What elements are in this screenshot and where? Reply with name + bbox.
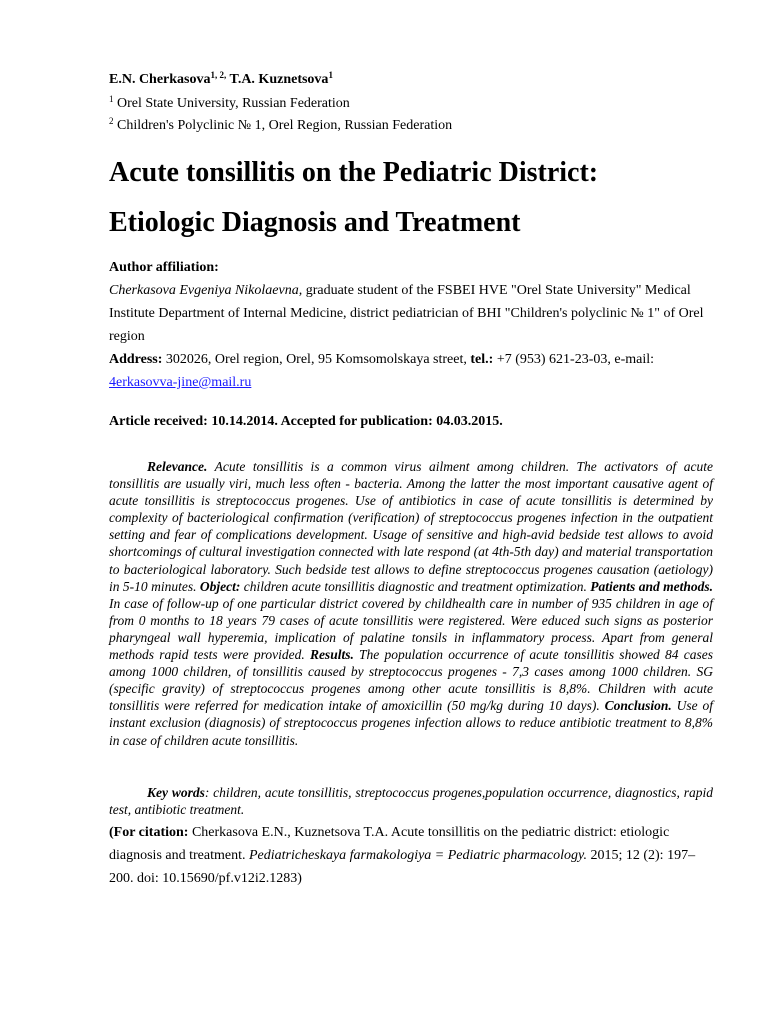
citation-label: (For citation: (109, 825, 189, 840)
affiliation-text: Children's Polyclinic № 1, Orel Region, Russian Federation (117, 118, 453, 133)
author-name: E.N. Cherkasova (109, 72, 211, 87)
results-text: The population occurrence of acute tonsillitis showed 84 cases among 1000 children, of tonsillitis caused by streptococcus progenes - 7,3 cases among 1000 children. SG (specific gravity) of streptococcus progenes among other acute tonsillitis is 8,8%. Children with acute tonsillitis were referred for medication intake of amoxicillin (50 mg/kg during 10 days). (109, 647, 713, 714)
title-line: Etiologic Diagnosis and Treatment (109, 207, 521, 238)
tel-label: tel.: (470, 352, 494, 367)
author-line (109, 70, 333, 88)
affiliation-number: 2 (109, 116, 114, 126)
citation (109, 821, 719, 890)
affiliation-body (109, 279, 719, 348)
abstract (109, 458, 713, 749)
tel-text: +7 (953) 621-23-03, e-mail: (493, 352, 655, 367)
affiliation-number: 1 (109, 94, 114, 104)
keywords-text: : children, acute tonsillitis, streptococcus progenes,population occurrence, diagnostics, rapid test, antibiotic treatment. (109, 785, 713, 818)
author-full-name: Cherkasova Evgeniya Nikolaevna, (109, 283, 303, 298)
author-description: graduate student of the FSBEI HVE "Orel State University" Medical Institute Department of Internal Medicine, district pediatrician of BHI "Children's polyclinic № 1" of Orel region (109, 283, 704, 344)
objective-label: Object: (199, 578, 241, 594)
affiliation-line (109, 116, 452, 134)
citation-journal: Pediatricheskaya farmakologiya = Pediatric pharmacology. (248, 848, 587, 863)
author-affiliation-section (109, 256, 719, 394)
address-line (109, 348, 719, 394)
article-dates: Article received: 10.14.2014. Accepted for publication: 04.03.2015. (109, 414, 503, 429)
address-label: Address: (109, 352, 163, 367)
relevance-label: Relevance. (147, 459, 208, 474)
methods-text: In case of follow-up of one particular district covered by childhealth care in number of 935 children in age of from 0 months to 18 years 79 cases of acute tonsillitis were registered. Were educed such signs as posterior pharyngeal wall hyperemia, implication of palatine tonsils in inflammatory process. Apart from general methods rapid tests were provided. (109, 595, 713, 663)
relevance-text: Acute tonsillitis is a common virus ailment among children. The activators of acute tonsillitis are usually viri, much less often - bacteria. Among the latter the most important causative agent of acute tonsillitis is streptococcus progenes. Use of antibiotics in case of acute tonsillitis is determined by complexity of bacteriological confirmation (verification) of streptococcus progenes infection in the outpatient setting and fear of complications development. Usage of sensitive and high-avid bedside test allows to avoid shortcomings of cultural investigation connected with late respond (at 4th-5th day) and material transportation to bacteriological laboratory. Such bedside test allows to define streptococcus progenes causation (aetiology) in 5-10 minutes. (109, 459, 713, 594)
author-name: T.A. Kuznetsova (229, 72, 329, 87)
objective-text: children acute tonsillitis diagnostic and treatment optimization. (240, 578, 591, 594)
keywords-label: Key words (147, 785, 205, 800)
keywords (109, 784, 713, 818)
conclusion-text: Use of instant exclusion (diagnosis) of streptococcus progenes infection allows to reduce antibiotic treatment to 8,8% in case of children acute tonsillitis. (109, 698, 713, 748)
results-label: Results. (309, 647, 354, 663)
citation-text: Cherkasova E.N., Kuznetsova T.A. Acute tonsillitis on the pediatric district: etiologic diagnosis and treatment. (109, 825, 670, 863)
address-text: 302026, Orel region, Orel, 95 Komsomolskaya street, (162, 352, 471, 367)
email-link[interactable]: 4erkasovva-jine@mail.ru (109, 375, 252, 390)
author-superscript: 1, 2, (210, 70, 227, 80)
affiliation-heading: Author affiliation: (109, 260, 219, 275)
methods-label: Patients and methods. (590, 578, 714, 594)
affiliation-text: Orel State University, Russian Federation (117, 96, 350, 111)
article-title (109, 148, 729, 248)
citation-details: 2015; 12 (2): 197–200. doi: 10.15690/pf.v12i2.1283) (109, 848, 696, 886)
author-superscript: 1 (328, 70, 333, 80)
conclusion-label: Conclusion. (604, 698, 672, 714)
affiliation-line (109, 94, 350, 112)
title-line: Acute tonsillitis on the Pediatric District: (109, 157, 599, 188)
